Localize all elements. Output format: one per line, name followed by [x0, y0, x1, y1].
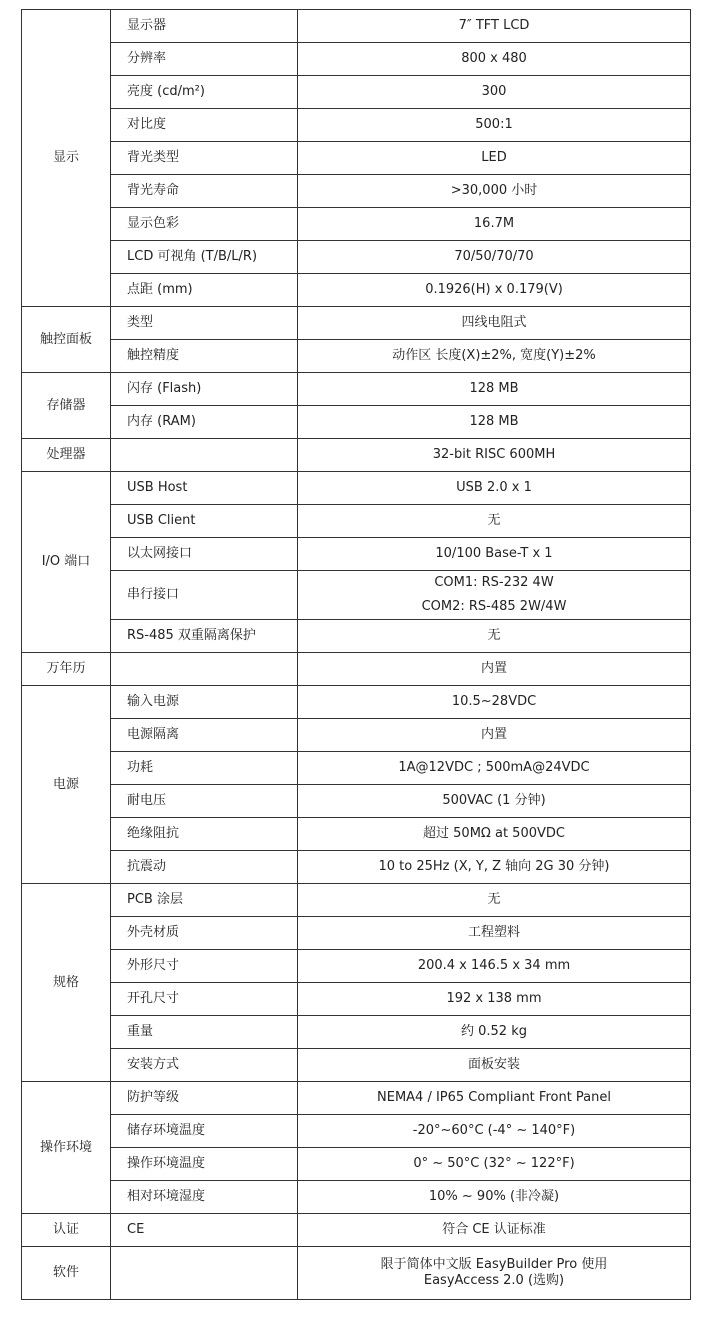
- item-value-line: 7″ TFT LCD: [458, 18, 530, 33]
- category-cell: 电源: [22, 686, 111, 884]
- item-value-cell: [298, 653, 691, 686]
- table-row: [22, 472, 691, 505]
- item-value-cell: [298, 851, 691, 884]
- item-value-cell: [298, 950, 691, 983]
- item-label-cell: 触控精度: [111, 340, 298, 373]
- item-value-line: 无: [487, 513, 501, 528]
- table-row: [22, 983, 691, 1016]
- table-row: [22, 538, 691, 571]
- item-value-cell: [298, 571, 691, 620]
- item-value-line: 16.7M: [473, 216, 515, 231]
- table-row: [22, 1181, 691, 1214]
- item-value-line: 超过 50MΩ at 500VDC: [423, 826, 565, 841]
- table-row: [22, 785, 691, 818]
- item-label-cell: 以太网接口: [111, 538, 298, 571]
- item-value-cell: [298, 274, 691, 307]
- item-value-line: 10/100 Base-T x 1: [435, 546, 553, 561]
- item-value-cell: [298, 472, 691, 505]
- item-value-cell: [298, 884, 691, 917]
- item-value-line: 500:1: [475, 117, 513, 132]
- item-value-line: 符合 CE 认证标准: [442, 1222, 546, 1237]
- table-row: [22, 1214, 691, 1247]
- item-value-cell: [298, 818, 691, 851]
- item-value-line: 工程塑料: [467, 925, 520, 940]
- item-value-cell: [298, 1181, 691, 1214]
- item-value-line: 0.1926(H) x 0.179(V): [425, 282, 563, 297]
- item-label-cell: 闪存 (Flash): [111, 373, 298, 406]
- table-row: [22, 1082, 691, 1115]
- table-row: [22, 76, 691, 109]
- item-label-cell: 抗震动: [111, 851, 298, 884]
- table-row: [22, 307, 691, 340]
- item-label-cell: 内存 (RAM): [111, 406, 298, 439]
- item-value-line: 1A@12VDC ; 500mA@24VDC: [398, 760, 590, 775]
- item-value-cell: [298, 373, 691, 406]
- item-label-cell: 背光类型: [111, 142, 298, 175]
- item-label-cell: 重量: [111, 1016, 298, 1049]
- item-value-cell: [298, 109, 691, 142]
- category-cell: 处理器: [22, 439, 111, 472]
- item-value-line: 0° ~ 50°C (32° ~ 122°F): [413, 1156, 575, 1171]
- item-label-cell: 防护等级: [111, 1082, 298, 1115]
- item-label-cell: 储存环境温度: [111, 1115, 298, 1148]
- item-value-line: 10% ~ 90% (非冷凝): [428, 1189, 560, 1204]
- item-label-cell: 绝缘阻抗: [111, 818, 298, 851]
- item-value-cell: [298, 142, 691, 175]
- item-label-cell: 串行接口: [111, 571, 298, 620]
- item-value-line: 300: [481, 84, 507, 99]
- item-value-line: 动作区 长度(X)±2%, 宽度(Y)±2%: [392, 348, 596, 363]
- item-label-cell: [111, 653, 298, 686]
- table-row: [22, 10, 691, 43]
- item-value-cell: [298, 43, 691, 76]
- table-row: [22, 175, 691, 208]
- item-value-line: 面板安装: [467, 1057, 520, 1072]
- category-cell: 显示: [22, 10, 111, 307]
- table-row: [22, 917, 691, 950]
- item-value-line: 无: [487, 892, 501, 907]
- spec-table-body: [22, 10, 691, 1300]
- item-value-line: LED: [481, 150, 507, 165]
- item-label-cell: USB Client: [111, 505, 298, 538]
- table-row: [22, 571, 691, 620]
- item-label-cell: 输入电源: [111, 686, 298, 719]
- item-value-line: >30,000 小时: [450, 183, 538, 198]
- item-label-cell: RS-485 双重隔离保护: [111, 620, 298, 653]
- table-row: [22, 851, 691, 884]
- table-row: [22, 505, 691, 538]
- item-value-cell: [298, 983, 691, 1016]
- item-value-line: 800 x 480: [461, 51, 527, 66]
- item-value-line: 10.5~28VDC: [451, 694, 537, 709]
- item-value-cell: [298, 538, 691, 571]
- item-value-cell: [298, 241, 691, 274]
- item-label-cell: 显示器: [111, 10, 298, 43]
- spec-table: [21, 9, 691, 1300]
- item-value-cell: [298, 1016, 691, 1049]
- table-row: [22, 884, 691, 917]
- category-cell: 软件: [22, 1247, 111, 1300]
- table-row: [22, 142, 691, 175]
- item-label-cell: 类型: [111, 307, 298, 340]
- item-label-cell: USB Host: [111, 472, 298, 505]
- table-row: [22, 752, 691, 785]
- item-value-cell: [298, 686, 691, 719]
- item-value-line: 无: [487, 628, 501, 643]
- item-value-cell: [298, 208, 691, 241]
- item-label-cell: PCB 涂层: [111, 884, 298, 917]
- item-label-cell: 显示色彩: [111, 208, 298, 241]
- item-value-line: 四线电阻式: [461, 315, 527, 330]
- category-cell: 触控面板: [22, 307, 111, 373]
- table-row: [22, 208, 691, 241]
- item-value-cell: [298, 175, 691, 208]
- item-value-cell: [298, 10, 691, 43]
- item-value-line: EasyAccess 2.0 (选购): [423, 1273, 565, 1288]
- table-row: [22, 1016, 691, 1049]
- table-row: [22, 109, 691, 142]
- item-value-cell: [298, 719, 691, 752]
- category-cell: 存储器: [22, 373, 111, 439]
- item-value-cell: [298, 1247, 691, 1300]
- table-row: [22, 1148, 691, 1181]
- item-label-cell: 操作环境温度: [111, 1148, 298, 1181]
- item-value-line: -20°~60°C (-4° ~ 140°F): [412, 1123, 576, 1138]
- table-row: [22, 43, 691, 76]
- item-value-cell: [298, 439, 691, 472]
- item-value-cell: [298, 1214, 691, 1247]
- item-label-cell: 点距 (mm): [111, 274, 298, 307]
- item-value-line: 200.4 x 146.5 x 34 mm: [417, 958, 571, 973]
- table-row: [22, 818, 691, 851]
- table-row: [22, 1247, 691, 1300]
- item-label-cell: LCD 可视角 (T/B/L/R): [111, 241, 298, 274]
- item-value-cell: [298, 917, 691, 950]
- item-value-line: 限于简体中文版 EasyBuilder Pro 使用: [380, 1257, 608, 1272]
- item-value-line: USB 2.0 x 1: [456, 480, 532, 495]
- item-value-cell: [298, 1082, 691, 1115]
- item-value-line: 70/50/70/70: [454, 249, 534, 264]
- item-label-cell: 电源隔离: [111, 719, 298, 752]
- item-label-cell: CE: [111, 1214, 298, 1247]
- table-row: [22, 439, 691, 472]
- item-value-cell: [298, 406, 691, 439]
- table-row: [22, 373, 691, 406]
- item-label-cell: 安装方式: [111, 1049, 298, 1082]
- item-label-cell: 分辨率: [111, 43, 298, 76]
- item-value-line: 约 0.52 kg: [461, 1024, 527, 1039]
- item-value-cell: [298, 752, 691, 785]
- item-label-cell: 对比度: [111, 109, 298, 142]
- item-value-line: 10 to 25Hz (X, Y, Z 轴向 2G 30 分钟): [378, 859, 610, 874]
- table-row: [22, 241, 691, 274]
- item-value-line: 192 x 138 mm: [446, 991, 542, 1006]
- table-row: [22, 653, 691, 686]
- item-value-cell: [298, 620, 691, 653]
- item-value-cell: [298, 505, 691, 538]
- table-row: [22, 719, 691, 752]
- item-value-line: 128 MB: [469, 381, 519, 396]
- item-label-cell: 功耗: [111, 752, 298, 785]
- category-cell: I/O 端口: [22, 472, 111, 653]
- table-row: [22, 950, 691, 983]
- table-row: [22, 1049, 691, 1082]
- item-value-cell: [298, 1148, 691, 1181]
- item-label-cell: 开孔尺寸: [111, 983, 298, 1016]
- item-value-line: 内置: [480, 727, 507, 742]
- item-label-cell: 亮度 (cd/m²): [111, 76, 298, 109]
- item-label-cell: 相对环境湿度: [111, 1181, 298, 1214]
- table-row: [22, 340, 691, 373]
- table-row: [22, 686, 691, 719]
- item-label-cell: [111, 439, 298, 472]
- category-cell: 万年历: [22, 653, 111, 686]
- item-value-cell: [298, 1049, 691, 1082]
- item-label-cell: 外壳材质: [111, 917, 298, 950]
- category-cell: 操作环境: [22, 1082, 111, 1214]
- item-label-cell: 耐电压: [111, 785, 298, 818]
- item-value-line: COM1: RS-232 4W: [434, 575, 554, 590]
- item-label-cell: [111, 1247, 298, 1300]
- item-value-line: COM2: RS-485 2W/4W: [421, 599, 567, 614]
- category-cell: 认证: [22, 1214, 111, 1247]
- item-label-cell: 背光寿命: [111, 175, 298, 208]
- table-row: [22, 406, 691, 439]
- item-value-cell: [298, 76, 691, 109]
- table-row: [22, 620, 691, 653]
- table-row: [22, 274, 691, 307]
- item-value-cell: [298, 340, 691, 373]
- item-label-cell: 外形尺寸: [111, 950, 298, 983]
- item-value-cell: [298, 307, 691, 340]
- category-cell: 规格: [22, 884, 111, 1082]
- item-value-line: 500VAC (1 分钟): [442, 793, 546, 808]
- item-value-line: NEMA4 / IP65 Compliant Front Panel: [377, 1090, 611, 1105]
- item-value-line: 128 MB: [469, 414, 519, 429]
- item-value-line: 32-bit RISC 600MH: [432, 447, 556, 462]
- item-value-cell: [298, 1115, 691, 1148]
- table-row: [22, 1115, 691, 1148]
- item-value-line: 内置: [480, 661, 507, 676]
- item-value-cell: [298, 785, 691, 818]
